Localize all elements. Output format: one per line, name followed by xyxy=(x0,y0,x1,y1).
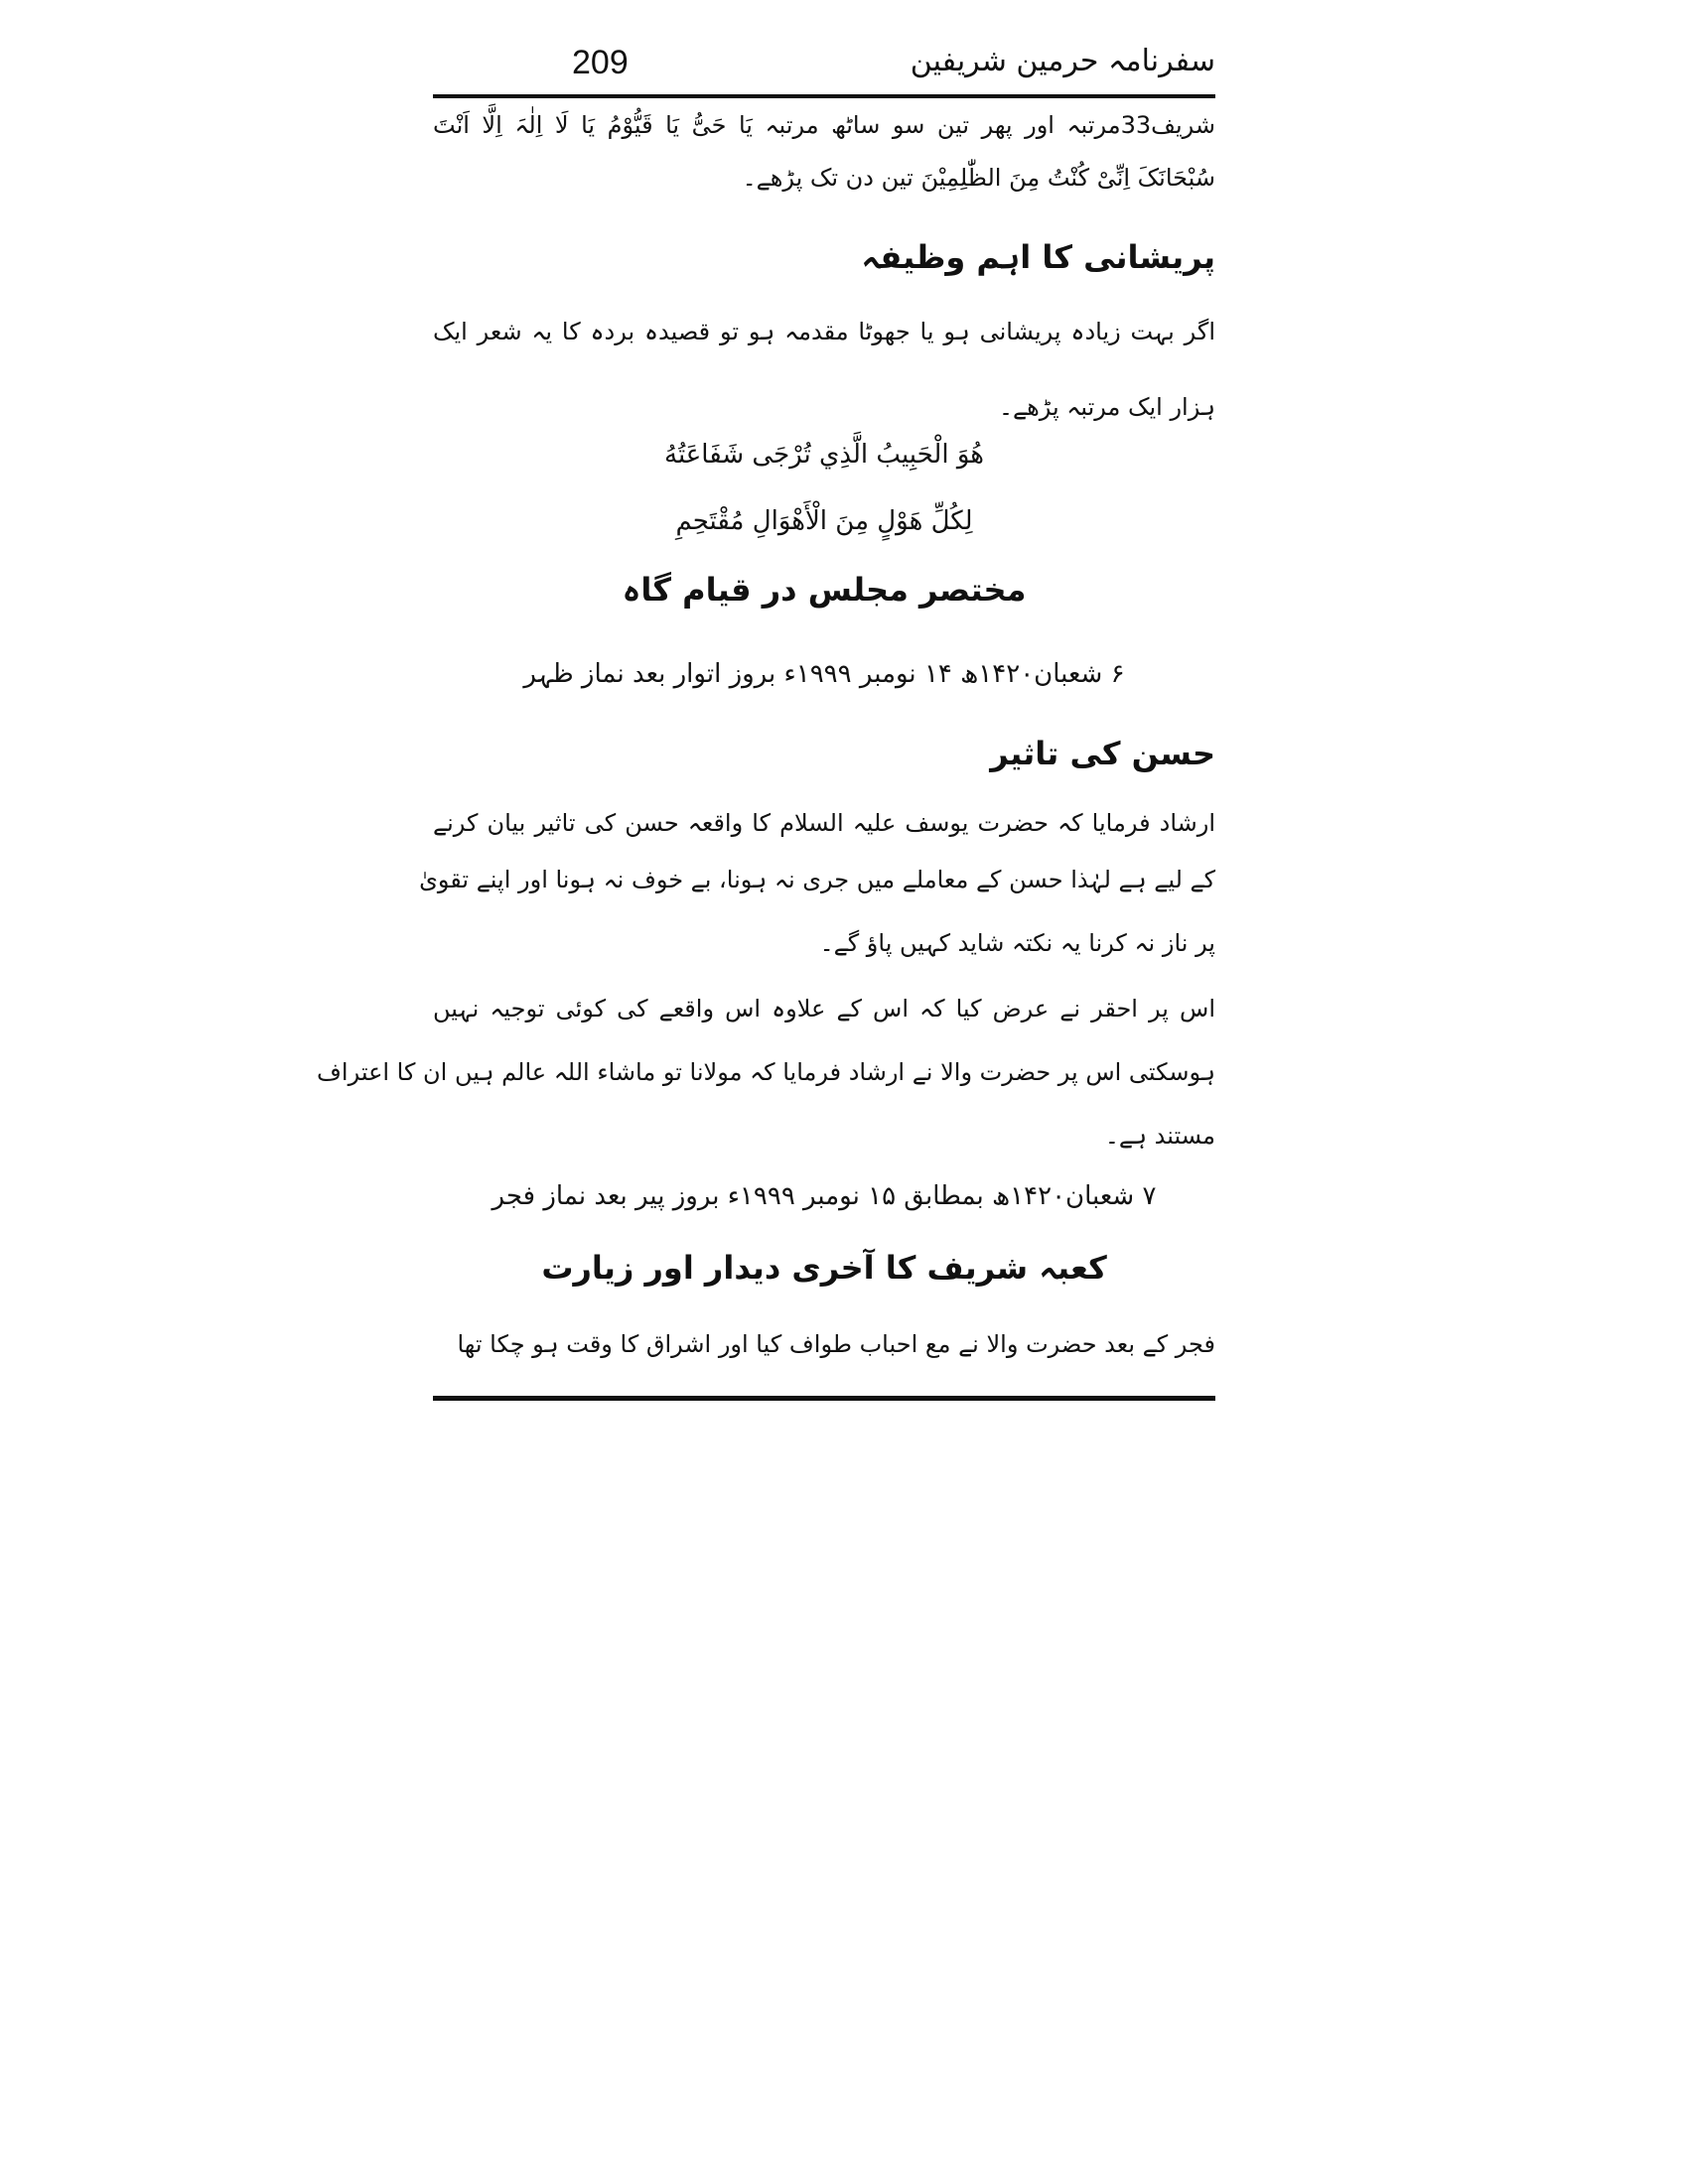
paragraph-line: فجر کے بعد حضرت والا نے مع احباب طواف کیا اور اشراق کا وقت ہو چکا تھا xyxy=(457,1330,1215,1358)
date-line: ۷ شعبان۱۴۲۰ھ بمطابق ۱۵ نومبر ۱۹۹۹ء بروز پیر بعد نماز فجر xyxy=(492,1181,1157,1211)
paragraph-line: پر ناز نہ کرنا یہ نکتہ شاید کہیں پاؤ گے۔ xyxy=(819,929,1215,957)
paragraph-line: اگر بہت زیادہ پریشانی ہو یا جھوٹا مقدمہ ہو تو قصیدہ بردہ کا یہ شعر ایک xyxy=(433,318,1215,345)
paragraph-line: کے لیے ہے لہٰذا حسن کے معاملے میں جری نہ ہونا، بے خوف نہ ہونا اور اپنے تقویٰ xyxy=(419,866,1215,893)
paragraph-line: شریف33مرتبہ اور پھر تین سو ساٹھ مرتبہ یَا حَیُّ یَا قَیُّوْمُ یَا لَا اِلٰہَ اِلَّا اَنْتَ xyxy=(433,111,1215,139)
header-rule xyxy=(433,94,1215,98)
page-header xyxy=(433,44,1215,93)
paragraph-line: سُبْحَانَکَ اِنِّیْ کُنْتُ مِنَ الظّٰلِمِیْنَ تین دن تک پڑھے۔ xyxy=(742,164,1215,192)
section-heading: حسن کی تاثیر xyxy=(990,735,1215,772)
paragraph-line: ہزار ایک مرتبہ پڑھے۔ xyxy=(998,393,1215,421)
paragraph-line: مستند ہے۔ xyxy=(1104,1122,1215,1150)
page-number: 209 xyxy=(572,44,629,81)
verse-line: هُوَ الْحَبِيبُ الَّذِي تُرْجَى شَفَاعَتُهُ xyxy=(664,440,984,470)
section-heading: مختصر مجلس در قیام گاہ xyxy=(622,571,1027,609)
paragraph-line: اس پر احقر نے عرض کیا کہ اس کے علاوہ اس واقعے کی کوئی توجیہ نہیں xyxy=(433,995,1215,1023)
section-heading: کعبہ شریف کا آخری دیدار اور زیارت xyxy=(541,1249,1107,1287)
paragraph-line: ہوسکتی اس پر حضرت والا نے ارشاد فرمایا کہ مولانا تو ماشاء اللہ عالم ہیں ان کا اعتراف xyxy=(317,1058,1215,1086)
date-line: ۶ شعبان۱۴۲۰ھ ۱۴ نومبر ۱۹۹۹ء بروز اتوار بعد نماز ظہر xyxy=(523,659,1125,689)
paragraph-line: ارشاد فرمایا کہ حضرت یوسف علیہ السلام کا واقعہ حسن کی تاثیر بیان کرنے xyxy=(433,809,1215,837)
verse-line: لِكُلِّ هَوْلٍ مِنَ الْأَهْوَالِ مُقْتَحِمِ xyxy=(675,506,973,536)
section-heading: پریشانی کا اہم وظیفہ xyxy=(861,238,1215,276)
book-title: سفرنامہ حرمین شریفین xyxy=(910,44,1215,78)
footer-rule xyxy=(433,1396,1215,1401)
